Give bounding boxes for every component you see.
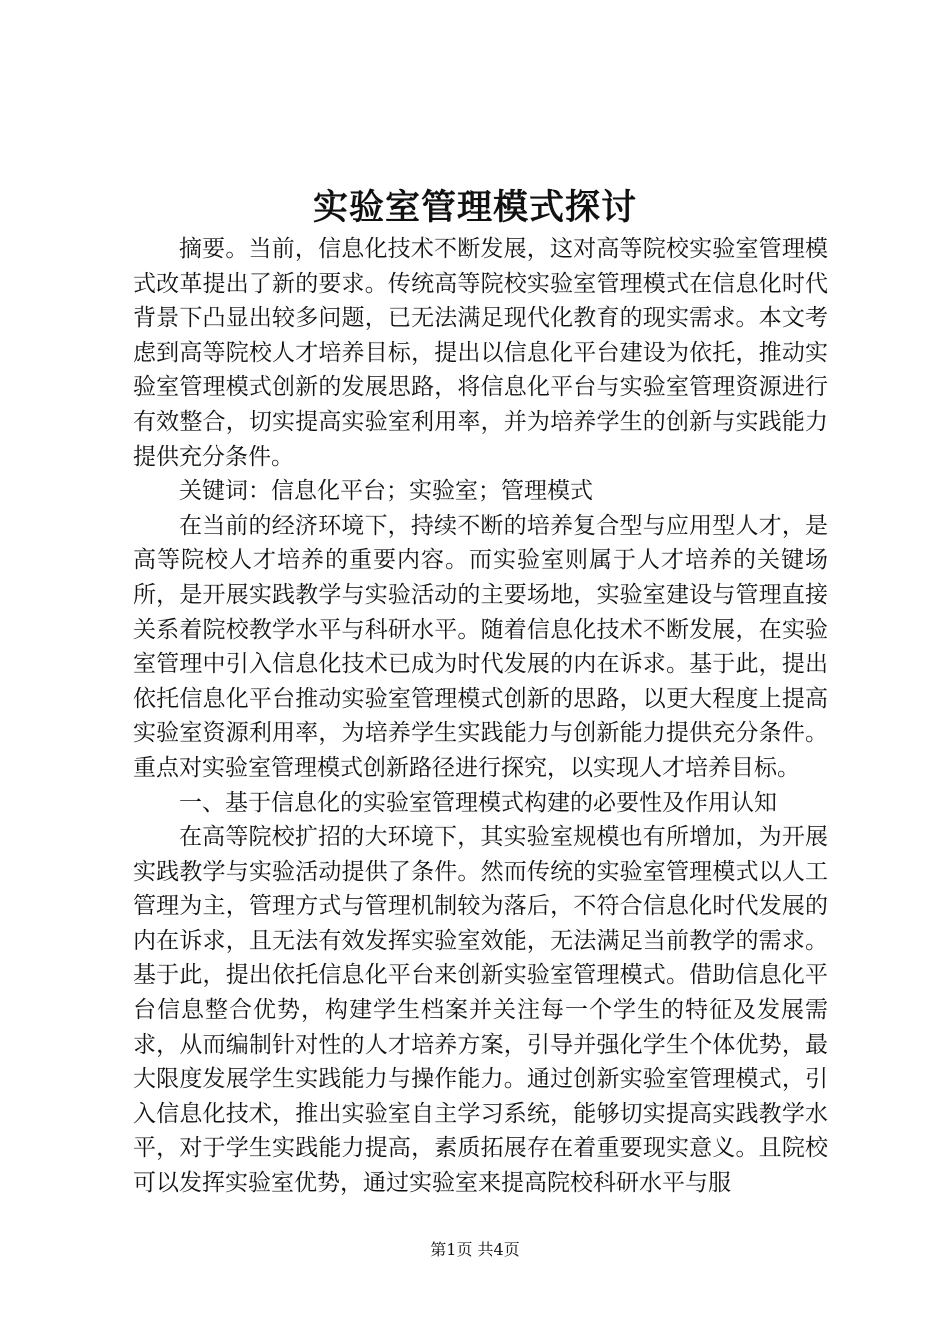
document-body	[133, 232, 828, 1201]
intro-paragraph: 在当前的经济环境下，持续不断的培养复合型与应用型人才，是高等院校人才培养的重要内容。而实验室则属于人才培养的关键场所，是开展实践教学与实验活动的主要场地，实验室建设与管理直接关系着院校教学水平与科研水平。随着信息化技术不断发展，在实验室管理中引入信息化技术已成为时代发展的内在诉求。基于此，提出依托信息化平台推动实验室管理模式创新的思路，以更大程度上提高实验室资源利用率，为培养学生实践能力与创新能力提供充分条件。重点对实验室管理模式创新路径进行探究，以实现人才培养目标。	[133, 512, 828, 781]
section-heading: 一、基于信息化的实验室管理模式构建的必要性及作用认知	[179, 789, 777, 816]
keywords-paragraph: 关键词：信息化平台；实验室；管理模式	[179, 478, 593, 505]
abstract-paragraph: 摘要。当前，信息化技术不断发展，这对高等院校实验室管理模式改革提出了新的要求。传统高等院校实验室管理模式在信息化时代背景下凸显出较多问题，已无法满足现代化教育的现实需求。本文考虑到高等院校人才培养目标，提出以信息化平台建设为依托，推动实验室管理模式创新的发展思路，将信息化平台与实验室管理资源进行有效整合，切实提高实验室利用率，并为培养学生的创新与实践能力提供充分条件。	[133, 236, 828, 470]
page-footer: 第1页 共4页	[430, 1240, 520, 1259]
document-title: 实验室管理模式探讨	[312, 187, 637, 228]
section-paragraph: 在高等院校扩招的大环境下，其实验室规模也有所增加，为开展实践教学与实验活动提供了条件。然而传统的实验室管理模式以人工管理为主，管理方式与管理机制较为落后，不符合信息化时代发展的内在诉求，且无法有效发挥实验室效能，无法满足当前教学的需求。基于此，提出依托信息化平台来创新实验室管理模式。借助信息化平台信息整合优势，构建学生档案并关注每一个学生的特征及发展需求，从而编制针对性的人才培养方案，引导并强化学生个体优势，最大限度发展学生实践能力与操作能力。通过创新实验室管理模式，引入信息化技术，推出实验室自主学习系统，能够切实提高实践教学水平，对于学生实践能力提高，素质拓展存在着重要现实意义。且院校可以发挥实验室优势，通过实验室来提高院校科研水平与服	[133, 824, 828, 1197]
